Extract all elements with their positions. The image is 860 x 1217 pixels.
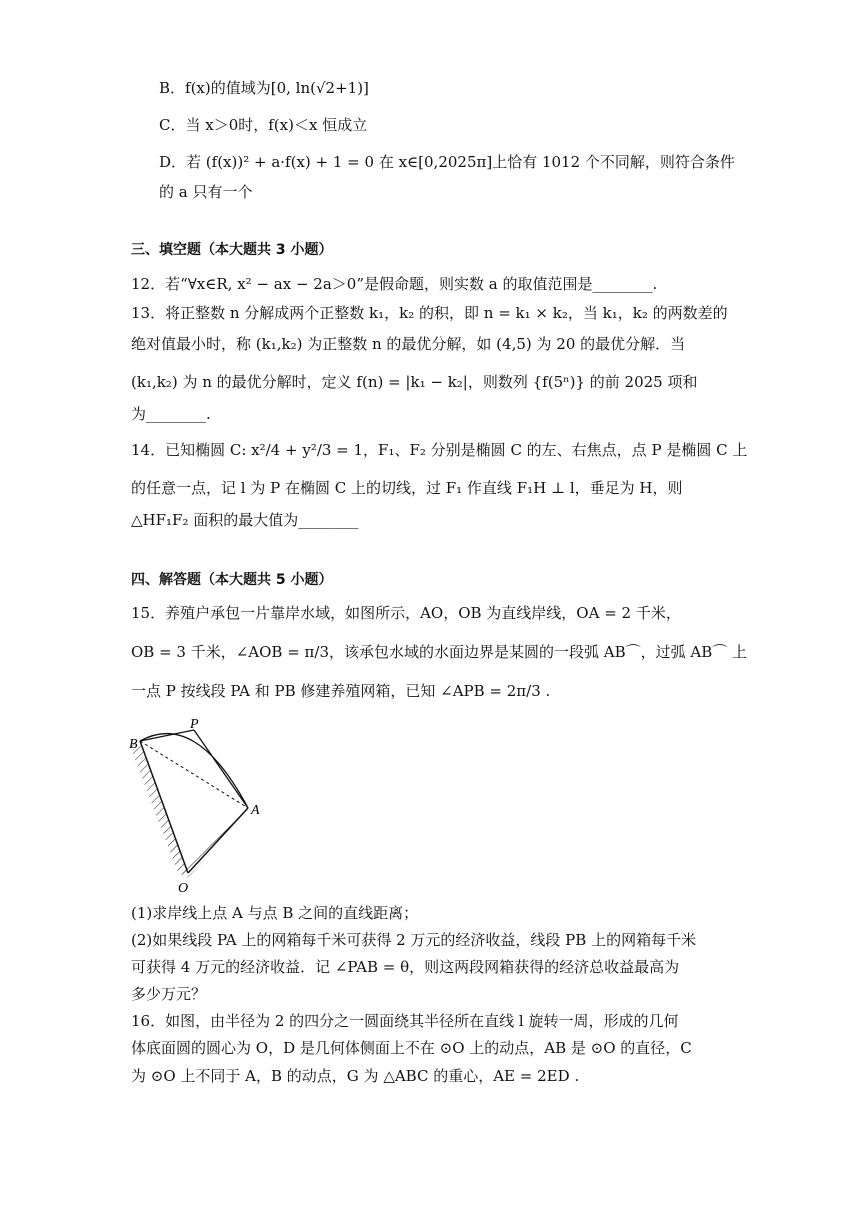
q15-line3: 一点 P 按线段 PA 和 PB 修建养殖网箱，已知 ∠APB = 2π/3 . <box>131 682 551 700</box>
q15-part2-line2: 可获得 4 万元的经济收益．记 ∠PAB = θ，则这两段网箱获得的经济总收益最高为 <box>131 958 680 976</box>
q16-line3: 为 ⊙O 上不同于 A，B 的动点，G 为 △ABC 的重心，AE = 2ED . <box>131 1067 580 1085</box>
q14-line1: 14．已知椭圆 C: x²/4 + y²/3 = 1，F₁、F₂ 分别是椭圆 C 的左、右焦点，点 P 是椭圆 C 上 <box>131 441 748 459</box>
q13-line3: (k₁,k₂) 为 n 的最优分解时，定义 f(n) = |k₁ − k₂|，则数列 {f(5ⁿ)} 的前 2025 项和 <box>131 373 698 391</box>
q13-line4: 为________. <box>131 405 211 423</box>
option-d-line2: 的 a 只有一个 <box>159 183 253 201</box>
segment-ob <box>140 741 188 873</box>
label-b: B <box>129 737 138 752</box>
q13-line1: 13．将正整数 n 分解成两个正整数 k₁，k₂ 的积，即 n = k₁ × k₂，当 k₁，k₂ 的两数差的 <box>131 304 728 322</box>
segment-pb <box>140 730 194 741</box>
label-p: P <box>190 718 199 732</box>
q14-line2: 的任意一点，记 l 为 P 在椭圆 C 上的切线，过 F₁ 作直线 F₁H ⊥ l，垂足为 H，则 <box>131 479 683 497</box>
shore-ob-hatching <box>134 743 184 874</box>
label-a: A <box>251 803 260 818</box>
option-c: C．当 x＞0时，f(x)＜x 恒成立 <box>159 116 368 134</box>
section3-title: 三、填空题（本大题共 3 小题） <box>131 242 333 258</box>
q15-line1: 15．养殖户承包一片靠岸水域，如图所示，AO，OB 为直线岸线，OA = 2 千米， <box>131 604 681 622</box>
q15-part2-line1: (2)如果线段 PA 上的网箱每千米可获得 2 万元的经济收益，线段 PB 上的网箱每千米 <box>131 931 697 949</box>
option-b: B．f(x)的值域为[0, ln(√2+1)] <box>159 79 369 97</box>
q13-line2: 绝对值最小时，称 (k₁,k₂) 为正整数 n 的最优分解，如 (4,5) 为 20 的最优分解．当 <box>131 335 686 353</box>
segment-oa <box>188 808 248 873</box>
geometry-figure <box>126 718 266 898</box>
option-d-line1: D．若 (f(x))² + a·f(x) + 1 = 0 在 x∈[0,2025π]上恰有 1012 个不同解，则符合条件 <box>159 153 735 171</box>
q15-part1: (1)求岸线上点 A 与点 B 之间的直线距离； <box>131 904 419 922</box>
q15-part2-line3: 多少万元？ <box>131 985 207 1003</box>
label-o: O <box>178 881 189 896</box>
q12: 12．若“∀x∈R, x² − ax − 2a＞0”是假命题，则实数 a 的取值范围是________. <box>131 275 658 293</box>
q14-line3: △HF₁F₂ 面积的最大值为________ <box>131 511 359 529</box>
section4-title: 四、解答题（本大题共 5 小题） <box>131 572 333 588</box>
q15-line2: OB = 3 千米，∠AOB = π/3，该承包水域的水面边界是某圆的一段弧 AB⌒，过弧 AB⌒ 上 <box>131 643 748 661</box>
q16-line1: 16．如图，由半径为 2 的四分之一圆面绕其半径所在直线 l 旋转一周，形成的几何 <box>131 1012 679 1030</box>
segment-pa <box>194 730 248 808</box>
q16-line2: 体底面圆的圆心为 O，D 是几何体侧面上不在 ⊙O 上的动点，AB 是 ⊙O 的直径，C <box>131 1039 692 1057</box>
